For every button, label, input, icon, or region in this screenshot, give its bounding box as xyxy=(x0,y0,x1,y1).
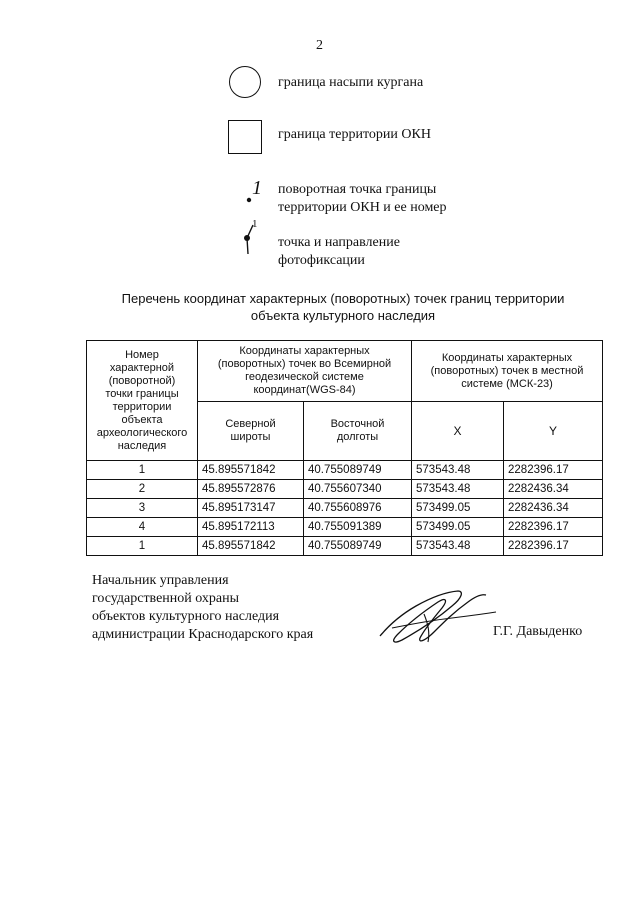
page-number: 2 xyxy=(316,38,323,53)
table-row xyxy=(87,461,603,480)
cell-x: 573499.05 xyxy=(412,499,504,518)
table-row xyxy=(87,537,603,556)
cell-longitude: 40.755091389 xyxy=(304,518,412,537)
coordinates-table xyxy=(86,340,603,556)
cell-y: 2282436.34 xyxy=(504,499,603,518)
turning-point-marker: 1 xyxy=(252,177,262,199)
cell-x: 573543.48 xyxy=(412,480,504,499)
cell-latitude: 45.895572876 xyxy=(198,480,304,499)
cell-x: 573543.48 xyxy=(412,461,504,480)
legend-turning-point-line2: территории ОКН и ее номер xyxy=(278,200,447,215)
table-row xyxy=(87,499,603,518)
cell-longitude: 40.755089749 xyxy=(304,461,412,480)
circle-icon xyxy=(229,66,261,98)
cell-y: 2282396.17 xyxy=(504,537,603,556)
cell-point-number: 1 xyxy=(87,537,198,556)
cell-latitude: 45.895571842 xyxy=(198,461,304,480)
photo-direction-icon xyxy=(240,214,270,258)
cell-latitude: 45.895173147 xyxy=(198,499,304,518)
header-point-number: Номер характерной (поворотной) точки границы территории объекта археологического наследия xyxy=(87,341,198,461)
square-icon xyxy=(228,120,262,154)
photo-direction-marker: 1 xyxy=(252,218,258,230)
cell-y: 2282396.17 xyxy=(504,518,603,537)
table-title-line1: Перечень координат характерных (поворотных) точек границ территории xyxy=(121,291,565,306)
legend-turning-point xyxy=(278,181,447,217)
cell-longitude: 40.755607340 xyxy=(304,480,412,499)
cell-latitude: 45.895172113 xyxy=(198,518,304,537)
signatory-position xyxy=(92,572,313,644)
signatory-position-line1: Начальник управления xyxy=(92,573,229,588)
legend-photo-direction-line2: фотофиксации xyxy=(278,253,365,268)
legend-mound-boundary: граница насыпи кургана xyxy=(278,75,424,90)
cell-point-number: 2 xyxy=(87,480,198,499)
table-title xyxy=(0,290,639,324)
signatory-position-line3: объектов культурного наследия xyxy=(92,609,280,624)
signer-name: Г.Г. Давыденко xyxy=(493,624,583,639)
subheader-x: X xyxy=(412,402,504,461)
legend-photo-direction xyxy=(278,234,400,270)
table-row xyxy=(87,518,603,537)
cell-y: 2282396.17 xyxy=(504,461,603,480)
cell-longitude: 40.755608976 xyxy=(304,499,412,518)
handwritten-signature xyxy=(372,584,502,655)
cell-point-number: 4 xyxy=(87,518,198,537)
cell-point-number: 3 xyxy=(87,499,198,518)
legend-turning-point-line1: поворотная точка границы xyxy=(278,182,437,197)
header-local-msk23: Координаты характерных (поворотных) точек в местной системе (МСК-23) xyxy=(412,341,603,402)
cell-x: 573543.48 xyxy=(412,537,504,556)
subheader-north-latitude: Северной широты xyxy=(198,402,304,461)
subheader-y: Y xyxy=(504,402,603,461)
header-wgs84: Координаты характерных (поворотных) точек во Всемирной геодезической системе координат(WGS-84) xyxy=(198,341,412,402)
signatory-position-line2: государственной охраны xyxy=(92,591,240,606)
cell-latitude: 45.895571842 xyxy=(198,537,304,556)
cell-longitude: 40.755089749 xyxy=(304,537,412,556)
subheader-east-longitude: Восточной долготы xyxy=(304,402,412,461)
turning-point-icon xyxy=(240,176,270,206)
signatory-position-line4: администрации Краснодарского края xyxy=(92,627,314,642)
cell-point-number: 1 xyxy=(87,461,198,480)
legend-photo-direction-line1: точка и направление xyxy=(278,235,400,250)
cell-y: 2282436.34 xyxy=(504,480,603,499)
legend-territory-boundary: граница территории ОКН xyxy=(278,127,431,142)
table-row xyxy=(87,480,603,499)
table-title-line2: объекта культурного наследия xyxy=(250,308,436,323)
cell-x: 573499.05 xyxy=(412,518,504,537)
